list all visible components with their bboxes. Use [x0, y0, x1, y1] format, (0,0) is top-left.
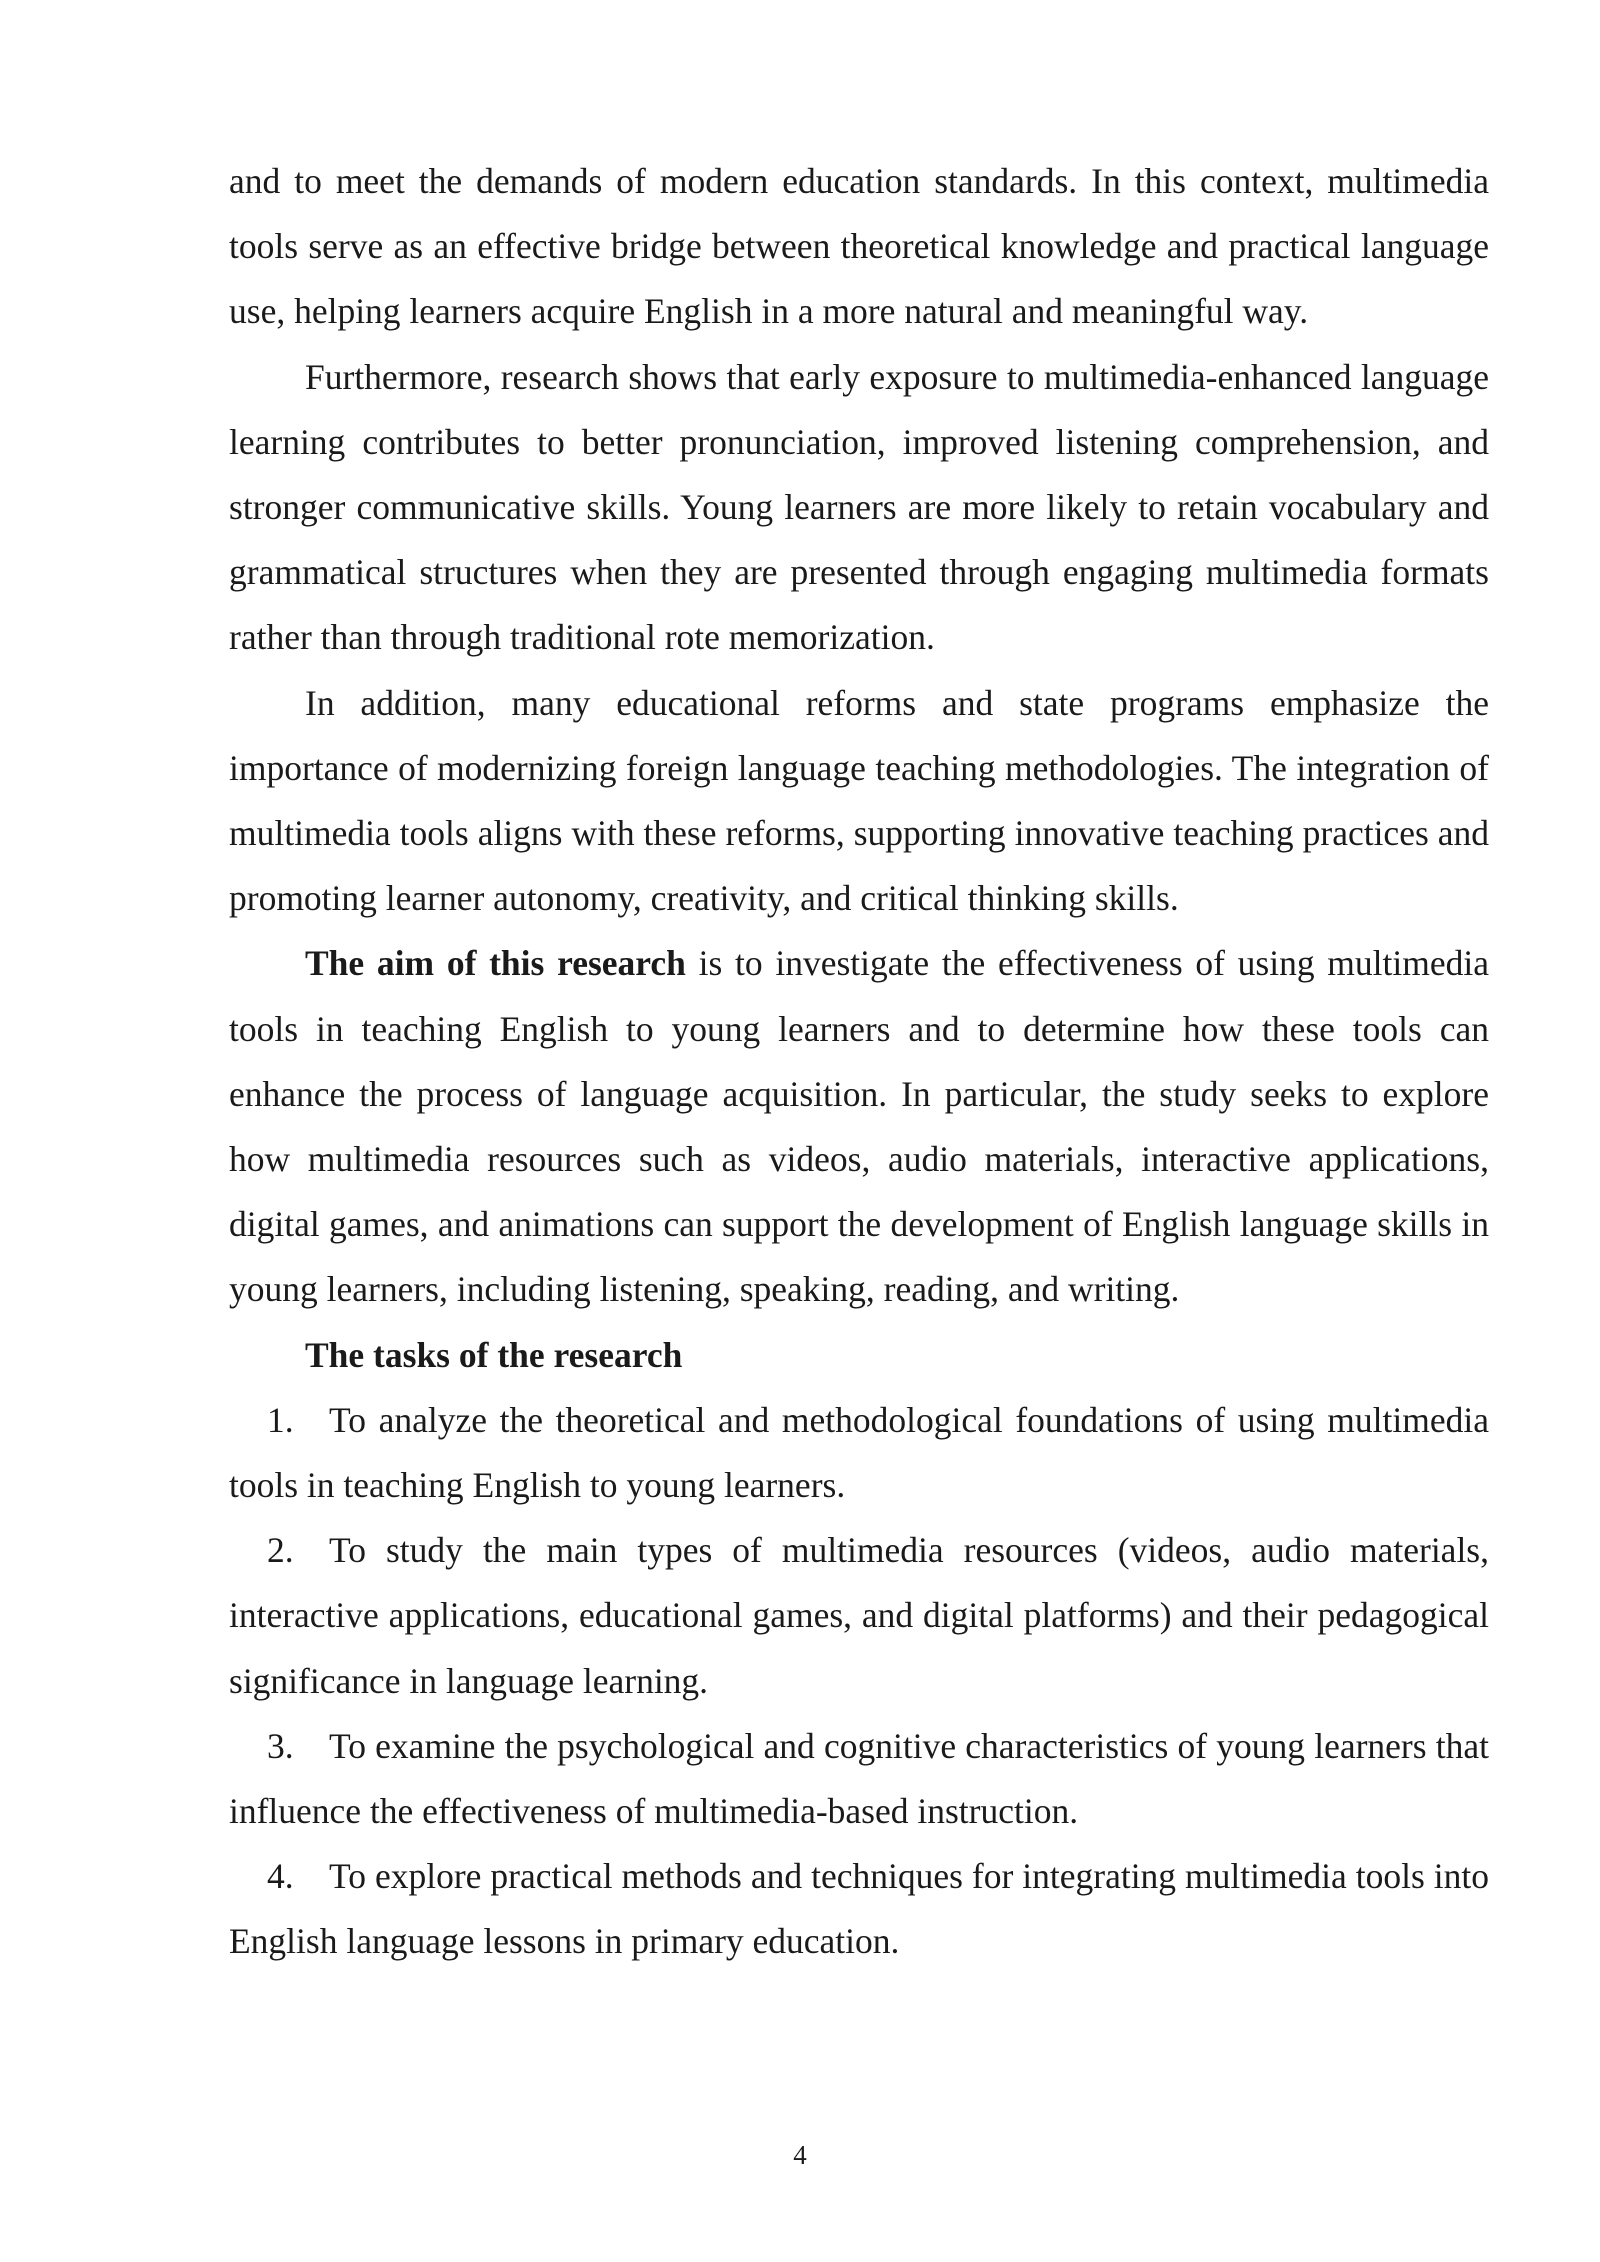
page-number: 4	[793, 2140, 807, 2170]
paragraph-in-addition: In addition, many educational reforms and state programs emphasize the importance of modernizing foreign language teaching methodologies. The integration of multimedia tools aligns with these reforms, supporting innovative teaching practices and promoting learner autonomy, creativity, and critical thinking skills.	[229, 682, 1489, 919]
page-body	[229, 149, 1489, 1975]
paragraph-continuation: and to meet the demands of modern education standards. In this context, multimedia tools serve as an effective bridge between theoretical knowledge and practical language use, helping learners acquire English in a more natural and meaningful way.	[229, 161, 1489, 332]
paragraph-aim	[229, 931, 1489, 1322]
task-text: To study the main types of multimedia resources (videos, audio materials, interactive applications, educational games, and digital platforms) and their pedagogical significance in language learning.	[229, 1530, 1489, 1701]
task-item-4	[229, 1844, 1489, 1974]
task-text: To explore practical methods and techniques for integrating multimedia tools into English language lessons in primary education.	[229, 1856, 1489, 1962]
task-item-2	[229, 1518, 1489, 1714]
task-item-3	[229, 1714, 1489, 1844]
task-text: To examine the psychological and cognitive characteristics of young learners that influence the effectiveness of multimedia-based instruction.	[229, 1725, 1489, 1832]
task-number: 3.	[267, 1725, 294, 1766]
aim-text: is to investigate the effectiveness of using multimedia tools in teaching English to young learners and to determine how these tools can enhance the process of language acquisition. In particular, the study seeks to explore how multimedia resources such as videos, audio materials, interactive applications, digital games, and animations can support the development of English language skills in young learners, including listening, speaking, reading, and writing.	[229, 943, 1489, 1310]
task-text: To analyze the theoretical and methodological foundations of using multimedia tools in teaching English to young learners.	[229, 1399, 1489, 1506]
task-item-1	[229, 1388, 1489, 1518]
task-number: 4.	[267, 1856, 294, 1897]
paragraph-furthermore: Furthermore, research shows that early exposure to multimedia-enhanced language learning contributes to better pronunciation, improved listening comprehension, and stronger communicative skills. Young learners are more likely to retain vocabulary and grammatical structures when they are presented through engaging multimedia formats rather than through traditional rote memorization.	[229, 356, 1489, 658]
task-number: 1.	[267, 1399, 294, 1440]
tasks-heading: The tasks of the research	[305, 1334, 683, 1375]
aim-bold-lead: The aim of this research	[305, 943, 686, 984]
task-number: 2.	[267, 1530, 294, 1571]
